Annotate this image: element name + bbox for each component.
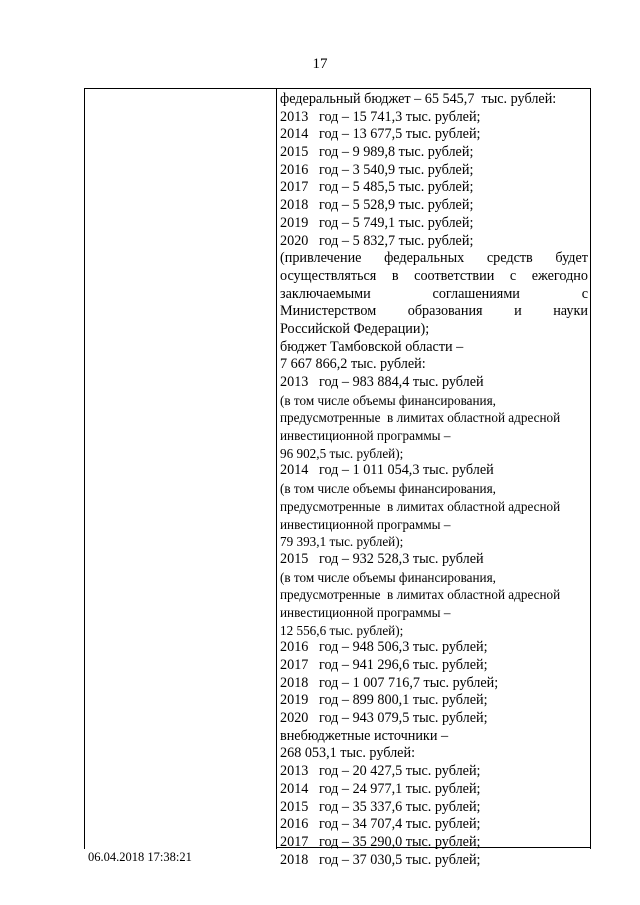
word: средств: [486, 250, 533, 267]
text-line: 2016 год – 34 707,4 тыс. рублей;: [280, 816, 481, 833]
text-line: 2014 год – 13 677,5 тыс. рублей;: [280, 126, 481, 143]
text-line: 2018 год – 37 030,5 тыс. рублей;: [280, 851, 481, 868]
text-line: 79 393,1 тыс. рублей);: [280, 534, 404, 550]
text-line: [280, 286, 588, 304]
word: образования: [407, 303, 483, 320]
text-line: федеральный бюджет – 65 545,7 тыс. рублей:: [280, 91, 557, 107]
text-line: 2017 год – 35 290,0 тыс. рублей;: [280, 833, 481, 850]
text-line: 2013 год – 20 427,5 тыс. рублей;: [280, 763, 481, 780]
text-line: 7 667 866,2 тыс. рублей:: [280, 356, 426, 373]
text-line: 2017 год – 941 296,6 тыс. рублей;: [280, 657, 488, 673]
word: науки: [553, 303, 588, 320]
text-line: Российской Федерации);: [280, 320, 430, 337]
text-line: 2020 год – 5 832,7 тыс. рублей;: [280, 232, 474, 249]
word: ежегодно: [531, 267, 588, 284]
text-line: инвестиционной программы –: [280, 604, 451, 620]
text-line: 2019 год – 5 749,1 тыс. рублей;: [280, 214, 474, 231]
text-line: [280, 303, 588, 321]
text-line: 2015 год – 932 528,3 тыс. рублей: [280, 550, 484, 567]
word: с: [581, 285, 588, 302]
text-line: инвестиционной программы –: [280, 428, 451, 444]
text-line: 96 902,5 тыс. рублей);: [280, 445, 404, 461]
funding-text-cell: [280, 91, 588, 869]
word: федеральных: [384, 250, 465, 267]
text-line: 2015 год – 9 989,8 тыс. рублей;: [280, 144, 474, 161]
print-timestamp: 06.04.2018 17:38:21: [88, 850, 192, 864]
text-line: 2018 год – 5 528,9 тыс. рублей;: [280, 197, 474, 214]
text-line: (в том числе объемы финансирования,: [280, 481, 496, 497]
text-line: 2020 год – 943 079,5 тыс. рублей;: [280, 710, 488, 727]
column-divider: [276, 89, 277, 849]
text-line: 2013 год – 983 884,4 тыс. рублей: [280, 374, 484, 390]
page-number: 17: [312, 56, 328, 72]
word: осуществляться: [280, 267, 377, 284]
text-line: 2014 год – 1 011 054,3 тыс. рублей: [280, 462, 494, 479]
text-line: инвестиционной программы –: [280, 516, 451, 532]
text-line: 2013 год – 15 741,3 тыс. рублей;: [280, 108, 481, 125]
text-line: 2015 год – 35 337,6 тыс. рублей;: [280, 798, 481, 815]
word: в: [391, 267, 399, 284]
text-line: 2016 год – 948 506,3 тыс. рублей;: [280, 639, 488, 656]
text-line: 2016 год – 3 540,9 тыс. рублей;: [280, 161, 474, 178]
word: и: [514, 303, 522, 320]
text-line: предусмотренные в лимитах областной адресной: [280, 587, 561, 603]
word: будет: [555, 250, 588, 267]
word: (привлечение: [280, 250, 362, 267]
text-line: 268 053,1 тыс. рублей:: [280, 745, 416, 762]
text-line: бюджет Тамбовской области –: [280, 338, 464, 355]
text-line: 2018 год – 1 007 716,7 тыс. рублей;: [280, 674, 499, 691]
text-line: 2014 год – 24 977,1 тыс. рублей;: [280, 780, 481, 797]
word: Министерством: [280, 303, 377, 320]
text-line: (в том числе объемы финансирования,: [280, 569, 496, 585]
word: заключаемыми: [280, 285, 371, 302]
text-line: предусмотренные в лимитах областной адресной: [280, 410, 561, 426]
text-line: предусмотренные в лимитах областной адресной: [280, 498, 561, 514]
word: с: [509, 267, 517, 284]
text-line: 2017 год – 5 485,5 тыс. рублей;: [280, 179, 474, 196]
word: соответствии: [414, 267, 495, 284]
text-line: [280, 250, 588, 268]
text-line: (в том числе объемы финансирования,: [280, 392, 496, 408]
text-line: [280, 268, 588, 286]
word: соглашениями: [432, 285, 520, 302]
text-line: 2019 год – 899 800,1 тыс. рублей;: [280, 692, 488, 709]
text-line: внебюджетные источники –: [280, 727, 449, 744]
text-line: 12 556,6 тыс. рублей);: [280, 622, 404, 638]
